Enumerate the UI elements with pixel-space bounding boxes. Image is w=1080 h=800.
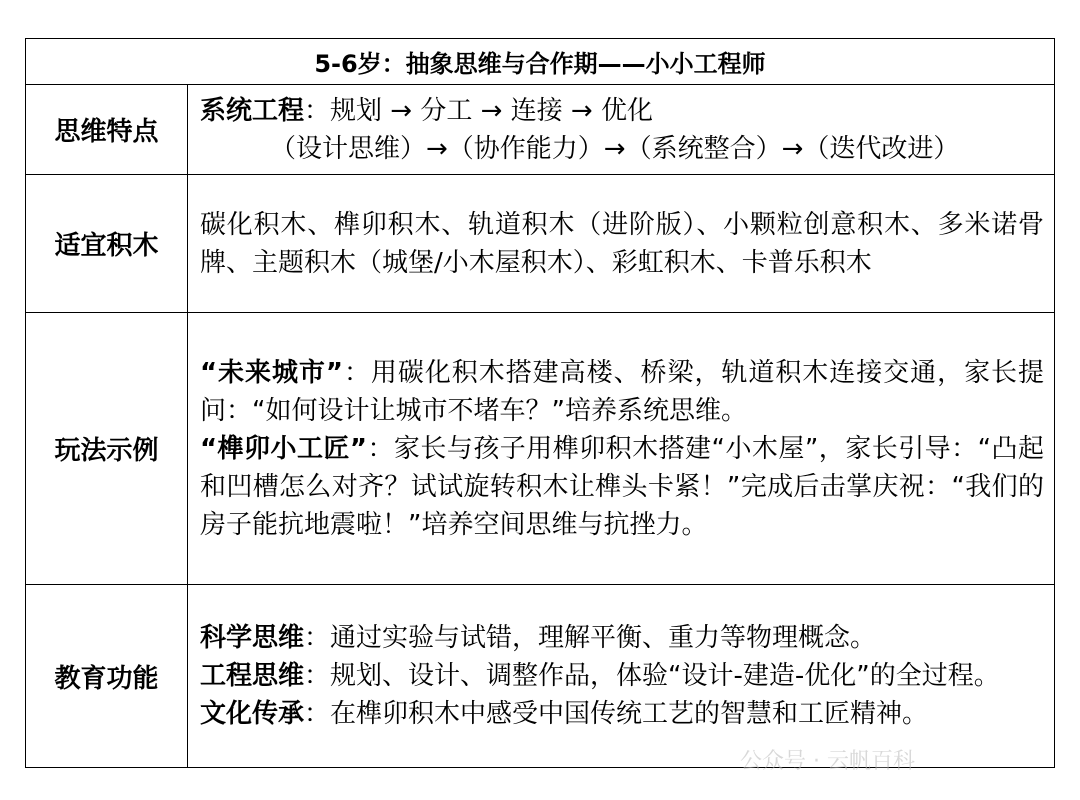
play-example-1 [200,354,1044,430]
function-label: 教育功能 [26,585,188,768]
thinking-steps-line [200,92,1044,130]
play-row [26,313,1055,585]
watermark: 公众号 · 云帆百科 [740,749,915,774]
play-example-2-title: “榫卯小工匠” [200,433,367,464]
function-item-3 [200,695,1044,733]
function-item-3-text: ：在榫卯积木中感受中国传统工艺的智慧和工匠精神。 [304,699,929,729]
table-title: 5-6岁：抽象思维与合作期——小小工程师 [26,39,1055,85]
function-item-3-title: 文化传承 [200,699,305,729]
play-example-1-title: “未来城市” [200,357,343,388]
thinking-steps: ：规划 → 分工 → 连接 → 优化 [304,95,653,126]
thinking-head: 系统工程 [200,95,305,126]
play-label: 玩法示例 [26,313,188,585]
title-row [26,39,1055,85]
thinking-label: 思维特点 [26,85,188,175]
function-item-2 [200,657,1044,695]
function-item-2-text: ：规划、设计、调整作品，体验“设计-建造-优化”的全过程。 [304,661,1000,691]
function-item-1-title: 科学思维 [200,623,305,653]
function-item-1-text: ：通过实验与试错，理解平衡、重力等物理概念。 [304,623,877,653]
thinking-row [26,85,1055,175]
blocks-content: 碳化积木、榫卯积木、轨道积木（进阶版）、小颗粒创意积木、多米诺骨牌、主题积木（城堡/小木屋积木）、彩虹积木、卡普乐积木 [188,175,1055,313]
thinking-content [188,85,1055,175]
function-item-2-title: 工程思维 [200,661,305,691]
function-row [26,585,1055,768]
function-item-1 [200,619,1044,657]
blocks-row [26,175,1055,313]
play-example-2-text: ：家长与孩子用榫卯积木搭建“小木屋”，家长引导：“凸起和凹槽怎么对齐？试试旋转积木让榫头卡紧！”完成后击掌庆祝：“我们的房子能抗地震啦！”培养空间思维与抗挫力。 [200,433,1045,540]
info-table [25,38,1055,768]
function-content [188,585,1055,768]
play-example-2 [200,430,1044,544]
blocks-label: 适宜积木 [26,175,188,313]
play-content [188,313,1055,585]
play-example-1-text: ：用碳化积木搭建高楼、桥梁，轨道积木连接交通，家长提问：“如何设计让城市不堵车？”培养系统思维。 [200,357,1044,426]
thinking-sub-line: （设计思维）→（协作能力）→（系统整合）→（迭代改进） [270,133,960,164]
